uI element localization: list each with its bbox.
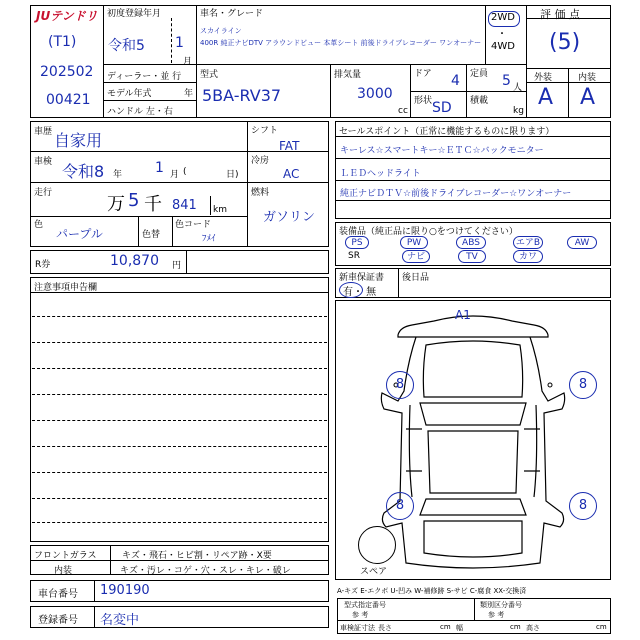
equip-navi: ナビ [402,250,430,263]
inspection-month: 1 [155,160,164,176]
width-unit: cm [510,623,521,631]
equip-abs: ABS [456,236,486,249]
equip-airbag: エアB [513,236,543,249]
shape-label: 形状 [414,96,433,106]
model-spec-label: 型式指定番号 [344,601,386,609]
ref-label-1: 参 考 [352,611,369,619]
fuel-label: 燃料 [251,188,270,198]
first-reg-label: 初度登録年月 [107,9,162,19]
logo: JUテンドリ [36,9,98,23]
equip-sr: SR [348,251,360,261]
selling-point-2: ＬＥＤヘッドライト [340,169,421,179]
height-label: 高さ [526,624,540,632]
recycle-value: 10,870 [110,253,159,269]
id-number-2: 00421 [46,92,91,108]
damage-legend: A-キズ E-エクボ U-凹み W-補修跡 S-サビ C-腐食 XX-交換済 [337,587,527,595]
selling-point-1: キーレス☆スマートキー☆ＥＴＣ☆バックモニター [340,146,544,156]
color-change-label: 色替 [142,230,161,240]
selling-points-label: セールスポイント（正常に機能するものに限ります） [339,127,555,137]
mileage-label: 走行 [34,188,53,198]
capacity-label: 定員 [470,69,489,79]
doors-value: 4 [451,73,460,89]
color-label: 色 [34,220,44,230]
shift-value: FAT [279,139,300,153]
car-name-label: 車名・グレード [200,9,264,19]
registration-value: 名変中 [100,613,140,628]
width-label: 幅 [456,624,463,632]
usage-label: 車歴 [34,127,53,137]
chassis-value: 190190 [100,583,150,598]
capacity-unit: 人 [513,83,523,93]
ref-label-2: 参 考 [488,611,505,619]
inspection-paren: ( [183,167,187,177]
inspection-year-unit: 年 [113,170,123,180]
equip-aw: AW [567,236,597,249]
tire-front-left: 8 [386,371,414,399]
mileage-five: 5 [128,190,140,211]
drive-2wd: 2WD [491,12,515,23]
mileage-sen: 千 [144,194,162,215]
eval-ext-label: 外装 [534,73,553,83]
eval-score: (5) [549,30,581,55]
car-name-line1: スカイライン [200,27,242,35]
color-code-value: ﾌﾒｲ [202,234,216,244]
doors-label: ドア [414,69,432,79]
eval-int-label: 内装 [578,73,597,83]
class-label: 類別区分番号 [480,601,522,609]
recycle-unit: 円 [172,261,182,271]
length-unit: cm [440,623,451,631]
load-unit: kg [513,106,524,116]
model-value: 5BA-RV37 [202,86,282,105]
usage-value: 自家用 [54,131,103,150]
model-year-label: モデル年式 [107,89,152,99]
interior-value: キズ・汚レ・コゲ・穴・スレ・キレ・破レ [120,566,291,576]
spare-label: スペア [360,567,388,577]
selling-point-3: 純正ナビＤＴＶ☆前後ドライブレコーダー☆ワンオーナー [340,189,572,199]
shift-label: シフト [251,126,279,136]
front-glass-value: キズ・飛石・ヒビ割・リペア跡・X要 [122,551,272,561]
drive-dot: ・ [497,29,507,40]
inspection-day-unit: 日) [226,170,239,180]
warranty-value: 有・ 無 [343,287,377,298]
mileage-small: 841 [172,198,197,213]
load-label: 積載 [470,96,489,106]
equip-leather: カワ [513,250,543,263]
warranty-label: 新車保証書 [339,273,385,283]
equip-ps: PS [345,236,369,249]
chassis-label: 車台番号 [38,589,78,600]
fuel-value: ガソリン [263,210,316,225]
later-items-label: 後日品 [402,273,430,283]
color-value: パープル [56,227,103,241]
mileage-unit: km [213,205,227,215]
displacement-label: 排気量 [334,70,362,80]
height-unit: cm [596,623,607,631]
tire-rear-right: 8 [569,492,597,520]
interior-label: 内装 [54,566,73,576]
top-section-frame [30,5,611,118]
ac-label: 冷房 [251,156,270,166]
ac-value: AC [283,167,300,181]
car-name-line2: 400R 純正ナビDTV アラウンドビュー 本革シート 前後ドライブレコーダー ワンオーナー [200,39,482,47]
drive-4wd: 4WD [491,41,515,52]
displacement-unit: cc [398,106,408,116]
size-label: 車検証寸法 [340,624,375,632]
recycle-label: R券 [35,260,51,270]
notes-label: 注意事項申告欄 [34,283,98,293]
inspection-month-unit: 月 [170,170,180,180]
length-label: 長さ [378,624,392,632]
eval-ext-value: A [538,85,554,110]
spare-tire-circle [358,526,396,564]
id-t1: (T1) [48,34,77,50]
equip-tv: TV [458,250,486,263]
first-reg-month: 1 [175,35,184,51]
capacity-value: 5 [502,73,511,89]
first-reg-month-unit: 月 [183,57,193,67]
model-label: 型式 [200,70,219,80]
dealer-label: ディーラー・並 行 [107,72,182,82]
inspection-label: 車検 [34,157,53,167]
front-glass-label: フロントガラス [34,551,97,561]
first-reg-era: 令和5 [108,38,145,54]
id-number-1: 202502 [40,64,94,80]
color-code-label: 色コード [175,220,212,230]
inspection-era: 令和8 [62,162,105,181]
displacement-value: 3000 [357,86,393,102]
tire-rear-left: 8 [386,492,414,520]
tire-front-right: 8 [569,371,597,399]
handle-label: ハンドル 左・右 [107,107,173,117]
registration-label: 登録番号 [38,615,78,626]
eval-label: 評 価 点 [540,8,580,21]
mileage-man: 万 [107,194,125,215]
equipment-label: 装備品（純正品に限り○をつけてください） [339,227,518,237]
equip-pw: PW [400,236,428,249]
shape-value: SD [432,100,452,116]
eval-int-value: A [580,85,596,110]
model-year-unit: 年 [184,89,194,99]
damage-a1: A1 [455,308,471,322]
